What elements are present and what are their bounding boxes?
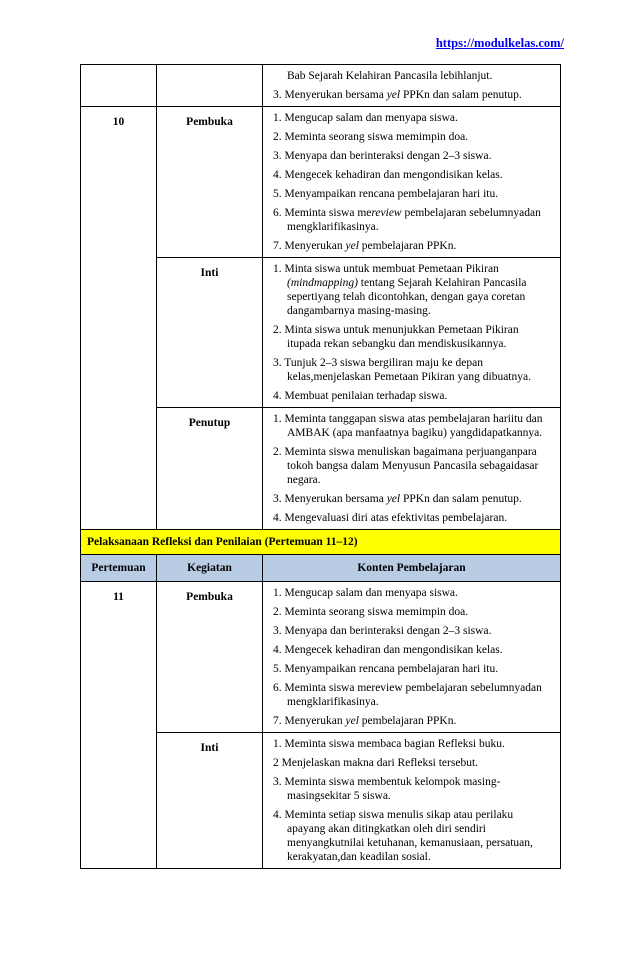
item-text: 7. Menyerukan [273,240,346,252]
list-item [273,737,554,751]
activity-label: Pembuka [157,582,263,733]
item-text: 4. Meminta setiap siswa menulis sikap atau perilaku apayang akan ditingkatkan oleh diri sendiri menyangkutnilai ketuhanan, kemanusiaan, persatuan, kerakyatan,dan keadilan sosial. [273,809,533,863]
list-item [273,714,554,728]
section-row [81,530,561,555]
item-text: 4. Mengevaluasi diri atas efektivitas pembelajaran. [273,512,508,524]
table-row [81,258,561,408]
item-text: 3. Menyerukan bersama [273,89,387,101]
item-text: 2. Meminta seorang siswa memimpin doa. [273,606,469,618]
list-item [273,356,554,384]
header-row [81,555,561,582]
item-text: 2. Minta siswa untuk menunjukkan Pemetaan Pikiran itupada rekan sebangku dan mendiskusikannya. [273,324,519,350]
content-list [273,586,554,728]
item-text: 1. Meminta siswa membaca bagian Refleksi buku. [273,738,505,750]
activity-label: Pembuka [157,107,263,258]
item-text: PPKn dan salam penutup. [400,89,522,101]
item-text: 3. Meminta siswa membentuk kelompok masing-masingsekitar 5 siswa. [273,776,501,802]
content-cell [263,258,561,408]
item-text: 2. Meminta siswa menuliskan bagaimana perjuanganpara tokoh bangsa dalam Menyusun Pancasila sebagaidasar negara. [273,446,539,486]
list-item [273,88,554,102]
italic-term: yel [386,89,401,101]
item-text: 3. Menyerukan bersama [273,493,387,505]
table-row [81,733,561,869]
content-list [273,737,554,864]
item-text: 6. Meminta siswa me [273,207,372,219]
column-header-pertemuan: Pertemuan [81,555,157,582]
activity-label: Penutup [157,408,263,530]
item-text: 4. Mengecek kehadiran dan mengondisikan kelas. [273,644,503,656]
table-row [81,65,561,107]
list-item [273,130,554,144]
section-title: Pelaksanaan Refleksi dan Penilaian (Pertemuan 11–12) [81,530,561,555]
content-cell [263,582,561,733]
italic-term: yel [386,493,401,505]
item-text: 2 Menjelaskan makna dari Refleksi tersebut. [273,757,479,769]
item-text: 7. Menyerukan [273,715,346,727]
italic-term: (mindmapping) [287,277,358,289]
item-text: 3. Tunjuk 2–3 siswa bergiliran maju ke depan kelas,menjelaskan Pemetaan Pikiran yang dibuatnya. [273,357,531,383]
content-list [273,69,554,102]
content-cell [263,65,561,107]
header-url-link[interactable]: https://modulkelas.com/ [435,36,564,50]
item-text: 1. Mengucap salam dan menyapa siswa. [273,587,458,599]
content-list [273,262,554,403]
column-header-kegiatan: Kegiatan [157,555,263,582]
list-item [273,605,554,619]
list-item [273,187,554,201]
list-item [273,149,554,163]
item-text: PPKn dan salam penutup. [400,493,522,505]
list-item [273,262,554,318]
item-text: 1. Minta siswa untuk membuat Pemetaan Pikiran [273,263,499,275]
table-row [81,408,561,530]
list-item [273,624,554,638]
content-cell [263,107,561,258]
content-list [273,111,554,253]
list-item [273,586,554,600]
item-text: 6. Meminta siswa mereview pembelajaran sebelumnyadan mengklarifikasinya. [273,682,542,708]
lesson-plan-table [80,64,561,869]
table-row [81,107,561,258]
list-item [273,775,554,803]
list-item [273,206,554,234]
item-text: 5. Menyampaikan rencana pembelajaran hari itu. [273,188,499,200]
table-row [81,582,561,733]
content-cell [263,408,561,530]
meeting-number: 11 [81,582,157,733]
list-item [273,111,554,125]
content-cell [263,733,561,869]
item-text: pembelajaran PPKn. [358,715,457,727]
activity-label: Inti [157,733,263,869]
column-header-konten: Konten Pembelajaran [263,555,561,582]
activity-label: Inti [157,258,263,408]
italic-term: yel [345,715,359,727]
list-item [273,323,554,351]
list-item [273,69,554,83]
list-item [273,412,554,440]
list-item [273,756,554,770]
item-text: Bab Sejarah Kelahiran Pancasila lebihlanjut. [287,70,493,82]
meeting-number: 10 [81,107,157,258]
item-text: pembelajaran PPKn. [358,240,457,252]
item-text: tentang Sejarah Kelahiran Pancasila sepertiyang telah dicontohkan, dengan gaya coretan dangambarnya masing-masing. [287,277,527,317]
list-item [273,492,554,506]
item-text: 5. Menyampaikan rencana pembelajaran hari itu. [273,663,499,675]
content-list [273,412,554,525]
list-item [273,445,554,487]
item-text: 4. Membuat penilaian terhadap siswa. [273,390,448,402]
list-item [273,511,554,525]
list-item [273,239,554,253]
list-item [273,681,554,709]
item-text: 3. Menyapa dan berinteraksi dengan 2–3 siswa. [273,150,492,162]
italic-term: review [371,207,402,219]
item-text: 1. Meminta tanggapan siswa atas pembelajaran hariitu dan AMBAK (apa manfaatnya bagiku) yangdidapatkannya. [273,413,543,439]
list-item [273,643,554,657]
item-text: 3. Menyapa dan berinteraksi dengan 2–3 siswa. [273,625,492,637]
list-item [273,168,554,182]
item-text: pembelajaran sebelumnyadan mengklarifikasinya. [287,207,541,233]
item-text: 4. Mengecek kehadiran dan mengondisikan kelas. [273,169,503,181]
italic-term: yel [345,240,359,252]
list-item [273,662,554,676]
item-text: 2. Meminta seorang siswa memimpin doa. [273,131,469,143]
list-item [273,808,554,864]
list-item [273,389,554,403]
item-text: 1. Mengucap salam dan menyapa siswa. [273,112,458,124]
